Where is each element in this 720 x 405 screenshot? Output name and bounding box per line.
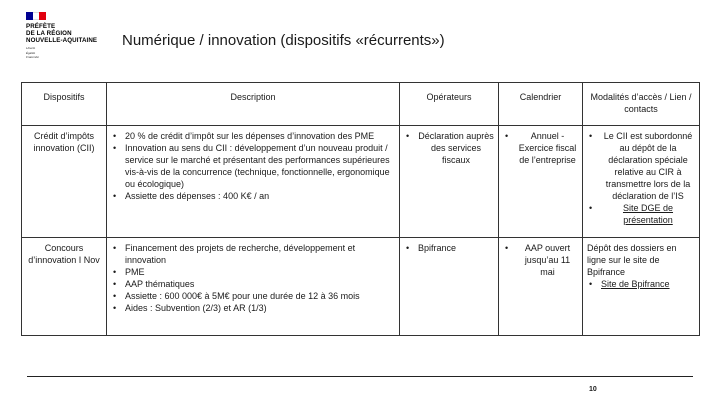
cell-operateurs (400, 126, 499, 238)
list-item: • Bpifrance (404, 242, 494, 254)
cell-calendrier (499, 126, 583, 238)
cell-modalites (583, 238, 700, 336)
page-title: Numérique / innovation (dispositifs «récurrents») (122, 32, 445, 49)
republic-motto (26, 46, 116, 60)
cell-description (107, 126, 400, 238)
list-item: • Aides : Subvention (2/3) et AR (1/3) (111, 302, 395, 314)
table-row (22, 126, 700, 238)
list-item: • 20 % de crédit d’impôt sur les dépenses d’innovation des PME (111, 130, 395, 142)
header-calendrier: Calendrier (499, 83, 583, 126)
flag-blue-stripe (26, 12, 33, 20)
list-item: • Assiette : 600 000€ à 5M€ pour une durée de 12 à 36 mois (111, 290, 395, 302)
motto-line-2: Égalité (26, 50, 36, 55)
footer-divider (27, 376, 693, 377)
header-operateurs: Opérateurs (400, 83, 499, 126)
table-row (22, 238, 700, 336)
logo-line-1: PRÉFÈTE (26, 23, 56, 30)
motto-line-3: Fraternité (26, 55, 39, 59)
dispositifs-table (21, 82, 700, 336)
table-header-row (22, 83, 700, 126)
cell-description (107, 238, 400, 336)
french-flag-icon (26, 12, 46, 20)
site-bpifrance-link[interactable]: • Site de Bpifrance (587, 278, 695, 290)
cell-calendrier (499, 238, 583, 336)
flag-white-stripe (33, 12, 40, 20)
header-dispositifs: Dispositifs (22, 83, 107, 126)
header-description: Description (107, 83, 400, 126)
list-item: • Déclaration auprès des services fiscaux (404, 130, 494, 166)
logo-line-2: DE LA RÉGION (26, 30, 72, 37)
list-item: • Innovation au sens du CII : développement d’un nouveau produit / service sur le marché et présentant des performances supérieures vis-à-vis de la concurrence (technique, fonctionnelle, ergonomique ou écologique) (111, 142, 395, 190)
prefecture-logo (26, 12, 116, 60)
list-item: • Financement des projets de recherche, développement et innovation (111, 242, 395, 266)
site-dge-link[interactable]: • Site DGE de présentation (587, 202, 695, 226)
page-number: 10 (589, 386, 597, 393)
modalites-intro: Dépôt des dossiers en ligne sur le site de Bpifrance (587, 243, 677, 277)
motto-line-1: Liberté (26, 46, 36, 50)
list-item: • AAP ouvert jusqu’au 11 mai (503, 242, 578, 278)
list-item: • Le CII est subordonné au dépôt de la déclaration spéciale relative au CIR à transmettre lors de la déclaration de l’IS (587, 130, 695, 202)
header-modalites: Modalités d’accès / Lien / contacts (583, 83, 700, 126)
list-item: • Assiette des dépenses : 400 K€ / an (111, 190, 395, 202)
list-item: • Annuel - Exercice fiscal de l’entreprise (503, 130, 578, 166)
cell-modalites (583, 126, 700, 238)
flag-red-stripe (39, 12, 46, 20)
logo-line-3: NOUVELLE-AQUITAINE (26, 37, 98, 44)
list-item: • PME (111, 266, 395, 278)
cell-dispositif: Crédit d’impôts innovation (CII) (22, 126, 107, 238)
list-item: • AAP thématiques (111, 278, 395, 290)
cell-operateurs (400, 238, 499, 336)
cell-dispositif: Concours d’innovation I Nov (22, 238, 107, 336)
